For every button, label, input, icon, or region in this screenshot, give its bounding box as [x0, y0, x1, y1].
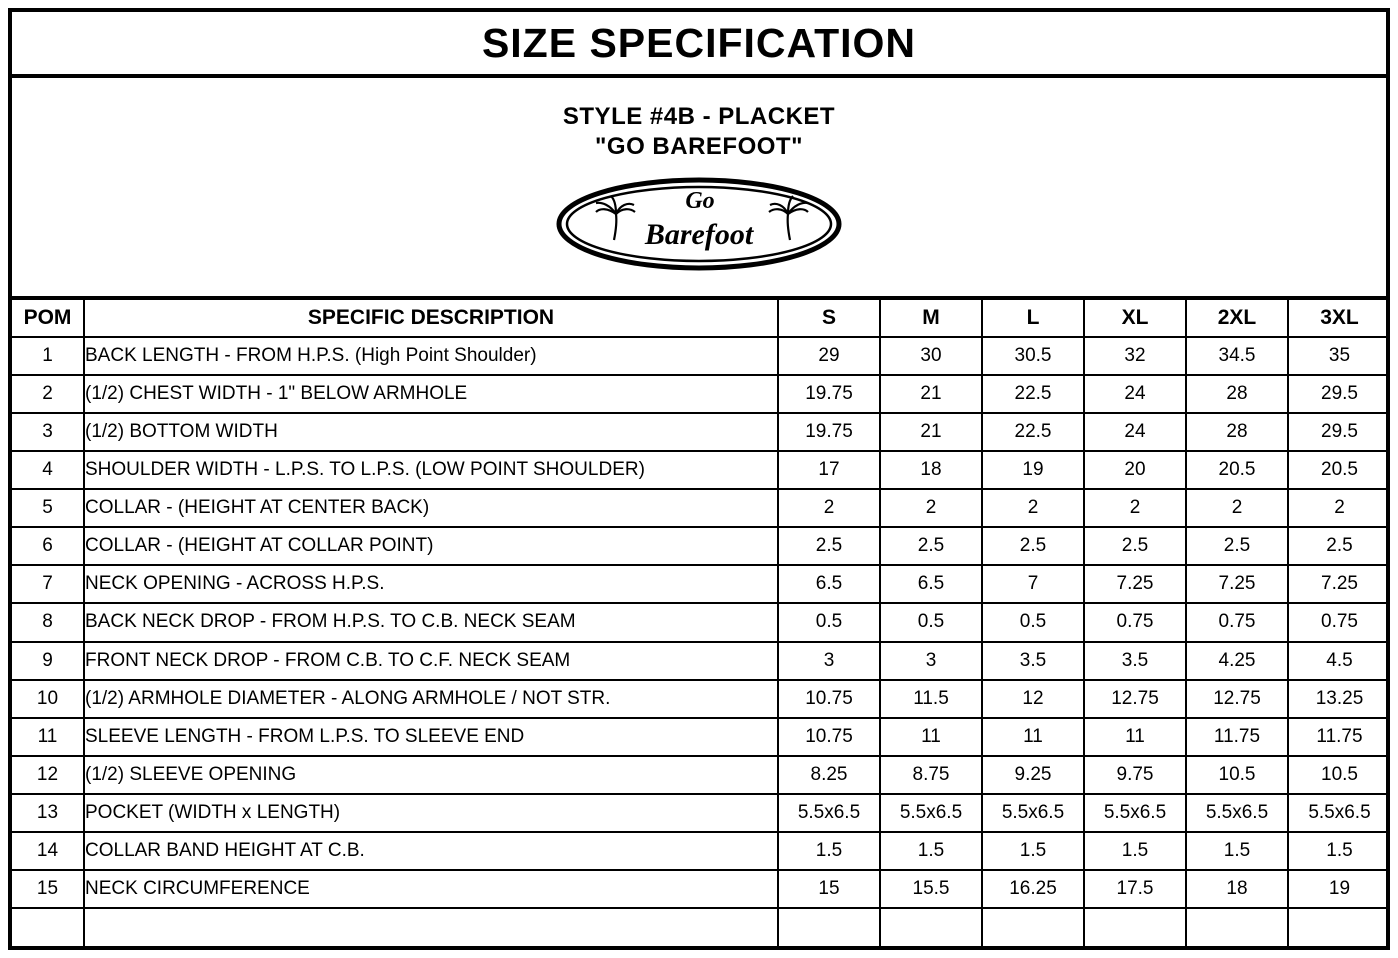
cell-measurement: 16.25 [982, 870, 1084, 908]
cell-measurement: 0.75 [1084, 603, 1186, 641]
cell-description: BACK NECK DROP - FROM H.P.S. TO C.B. NECK SEAM [84, 603, 778, 641]
cell-measurement: 15.5 [880, 870, 982, 908]
cell-measurement: 7.25 [1288, 565, 1390, 603]
cell-measurement: 0.75 [1186, 603, 1288, 641]
cell-measurement: 18 [880, 451, 982, 489]
cell-measurement: 12.75 [1084, 680, 1186, 718]
cell-pom: 10 [12, 680, 84, 718]
cell-measurement [778, 908, 880, 946]
cell-measurement: 7.25 [1084, 565, 1186, 603]
cell-measurement: 7.25 [1186, 565, 1288, 603]
cell-measurement: 9.75 [1084, 756, 1186, 794]
logo-text-main: Barefoot [644, 218, 754, 251]
cell-measurement: 2 [1084, 489, 1186, 527]
header-size-2xl: 2XL [1186, 300, 1288, 337]
cell-measurement: 1.5 [880, 832, 982, 870]
cell-measurement: 10.5 [1288, 756, 1390, 794]
cell-measurement [1084, 908, 1186, 946]
cell-measurement [880, 908, 982, 946]
cell-measurement: 1.5 [778, 832, 880, 870]
cell-measurement: 10.75 [778, 718, 880, 756]
cell-measurement: 6.5 [778, 565, 880, 603]
cell-measurement: 20.5 [1288, 451, 1390, 489]
cell-measurement: 29.5 [1288, 413, 1390, 451]
cell-measurement: 15 [778, 870, 880, 908]
table-row [12, 680, 1390, 718]
cell-measurement: 20.5 [1186, 451, 1288, 489]
table-header-row [12, 300, 1390, 337]
cell-measurement: 19.75 [778, 413, 880, 451]
cell-measurement: 29 [778, 337, 880, 375]
cell-measurement: 29.5 [1288, 375, 1390, 413]
cell-measurement: 0.5 [778, 603, 880, 641]
cell-measurement: 13.25 [1288, 680, 1390, 718]
cell-measurement: 11 [1084, 718, 1186, 756]
cell-measurement: 30.5 [982, 337, 1084, 375]
cell-description: (1/2) ARMHOLE DIAMETER - ALONG ARMHOLE / NOT STR. [84, 680, 778, 718]
cell-description: (1/2) BOTTOM WIDTH [84, 413, 778, 451]
cell-description: BACK LENGTH - FROM H.P.S. (High Point Shoulder) [84, 337, 778, 375]
cell-measurement: 19 [1288, 870, 1390, 908]
table-row [12, 489, 1390, 527]
table-row [12, 908, 1390, 946]
header-size-l: L [982, 300, 1084, 337]
cell-measurement: 2.5 [1288, 527, 1390, 565]
cell-measurement: 6.5 [880, 565, 982, 603]
cell-measurement: 24 [1084, 413, 1186, 451]
header-size-s: S [778, 300, 880, 337]
cell-measurement: 2.5 [982, 527, 1084, 565]
cell-description: NECK CIRCUMFERENCE [84, 870, 778, 908]
cell-measurement: 12 [982, 680, 1084, 718]
cell-measurement: 11.75 [1186, 718, 1288, 756]
cell-pom: 1 [12, 337, 84, 375]
table-row [12, 565, 1390, 603]
cell-measurement: 18 [1186, 870, 1288, 908]
table-row [12, 603, 1390, 641]
cell-measurement: 22.5 [982, 375, 1084, 413]
cell-measurement: 2 [1186, 489, 1288, 527]
cell-measurement: 0.5 [880, 603, 982, 641]
cell-measurement: 2 [1288, 489, 1390, 527]
document-frame [8, 8, 1390, 950]
cell-measurement: 2 [982, 489, 1084, 527]
cell-description: COLLAR BAND HEIGHT AT C.B. [84, 832, 778, 870]
cell-description: SLEEVE LENGTH - FROM L.P.S. TO SLEEVE END [84, 718, 778, 756]
table-body [12, 337, 1390, 946]
cell-description: (1/2) SLEEVE OPENING [84, 756, 778, 794]
cell-measurement [1186, 908, 1288, 946]
cell-measurement: 2.5 [880, 527, 982, 565]
table-row [12, 794, 1390, 832]
cell-measurement: 5.5x6.5 [880, 794, 982, 832]
cell-pom: 12 [12, 756, 84, 794]
cell-measurement: 28 [1186, 413, 1288, 451]
cell-measurement: 3.5 [1084, 642, 1186, 680]
cell-description: FRONT NECK DROP - FROM C.B. TO C.F. NECK SEAM [84, 642, 778, 680]
cell-pom: 11 [12, 718, 84, 756]
cell-description: NECK OPENING - ACROSS H.P.S. [84, 565, 778, 603]
cell-measurement: 5.5x6.5 [1186, 794, 1288, 832]
logo-text-top: Go [685, 188, 715, 214]
header-pom: POM [12, 300, 84, 337]
cell-description [84, 908, 778, 946]
header-block [12, 78, 1386, 300]
table-row [12, 413, 1390, 451]
table-row [12, 642, 1390, 680]
table-row [12, 756, 1390, 794]
table-row [12, 832, 1390, 870]
cell-measurement: 5.5x6.5 [982, 794, 1084, 832]
cell-measurement: 4.25 [1186, 642, 1288, 680]
cell-measurement: 5.5x6.5 [1084, 794, 1186, 832]
cell-measurement: 21 [880, 375, 982, 413]
cell-description: SHOULDER WIDTH - L.P.S. TO L.P.S. (LOW POINT SHOULDER) [84, 451, 778, 489]
cell-pom [12, 908, 84, 946]
cell-measurement: 19.75 [778, 375, 880, 413]
table-row [12, 451, 1390, 489]
go-barefoot-logo [554, 174, 844, 279]
cell-pom: 4 [12, 451, 84, 489]
cell-measurement: 12.75 [1186, 680, 1288, 718]
cell-measurement: 0.5 [982, 603, 1084, 641]
cell-measurement: 5.5x6.5 [1288, 794, 1390, 832]
cell-measurement: 10.75 [778, 680, 880, 718]
cell-description: POCKET (WIDTH x LENGTH) [84, 794, 778, 832]
header-size-3xl: 3XL [1288, 300, 1390, 337]
cell-pom: 15 [12, 870, 84, 908]
cell-measurement: 19 [982, 451, 1084, 489]
cell-measurement: 17 [778, 451, 880, 489]
cell-measurement: 11 [880, 718, 982, 756]
cell-measurement: 7 [982, 565, 1084, 603]
table-row [12, 375, 1390, 413]
cell-measurement [1288, 908, 1390, 946]
logo-graphic [554, 174, 844, 274]
cell-measurement: 24 [1084, 375, 1186, 413]
cell-description: (1/2) CHEST WIDTH - 1" BELOW ARMHOLE [84, 375, 778, 413]
cell-measurement: 5.5x6.5 [778, 794, 880, 832]
cell-pom: 14 [12, 832, 84, 870]
table-row [12, 718, 1390, 756]
cell-measurement [982, 908, 1084, 946]
cell-measurement: 21 [880, 413, 982, 451]
cell-measurement: 30 [880, 337, 982, 375]
cell-measurement: 32 [1084, 337, 1186, 375]
page-title: SIZE SPECIFICATION [481, 19, 917, 66]
cell-measurement: 1.5 [1084, 832, 1186, 870]
cell-description: COLLAR - (HEIGHT AT CENTER BACK) [84, 489, 778, 527]
cell-measurement: 0.75 [1288, 603, 1390, 641]
cell-measurement: 35 [1288, 337, 1390, 375]
cell-description: COLLAR - (HEIGHT AT COLLAR POINT) [84, 527, 778, 565]
cell-measurement: 17.5 [1084, 870, 1186, 908]
cell-pom: 3 [12, 413, 84, 451]
cell-measurement: 11.5 [880, 680, 982, 718]
cell-pom: 8 [12, 603, 84, 641]
table-row [12, 337, 1390, 375]
cell-measurement: 1.5 [1288, 832, 1390, 870]
cell-measurement: 9.25 [982, 756, 1084, 794]
cell-pom: 7 [12, 565, 84, 603]
cell-measurement: 22.5 [982, 413, 1084, 451]
cell-measurement: 2 [880, 489, 982, 527]
table-row [12, 870, 1390, 908]
cell-measurement: 4.5 [1288, 642, 1390, 680]
cell-measurement: 3 [778, 642, 880, 680]
cell-pom: 9 [12, 642, 84, 680]
cell-measurement: 2 [778, 489, 880, 527]
cell-measurement: 1.5 [982, 832, 1084, 870]
cell-measurement: 3.5 [982, 642, 1084, 680]
header-size-m: M [880, 300, 982, 337]
cell-measurement: 2.5 [1186, 527, 1288, 565]
cell-pom: 6 [12, 527, 84, 565]
cell-pom: 2 [12, 375, 84, 413]
spec-table [12, 300, 1390, 946]
table-row [12, 527, 1390, 565]
cell-measurement: 2.5 [778, 527, 880, 565]
cell-measurement: 3 [880, 642, 982, 680]
cell-measurement: 1.5 [1186, 832, 1288, 870]
style-label: STYLE #4B - PLACKET [562, 103, 836, 130]
cell-measurement: 28 [1186, 375, 1288, 413]
cell-measurement: 2.5 [1084, 527, 1186, 565]
title-band [12, 12, 1386, 78]
cell-pom: 5 [12, 489, 84, 527]
brand-label: "GO BAREFOOT" [595, 133, 803, 160]
cell-measurement: 11.75 [1288, 718, 1390, 756]
cell-pom: 13 [12, 794, 84, 832]
cell-measurement: 10.5 [1186, 756, 1288, 794]
cell-measurement: 8.75 [880, 756, 982, 794]
cell-measurement: 11 [982, 718, 1084, 756]
cell-measurement: 8.25 [778, 756, 880, 794]
header-desc: SPECIFIC DESCRIPTION [84, 300, 778, 337]
cell-measurement: 20 [1084, 451, 1186, 489]
header-size-xl: XL [1084, 300, 1186, 337]
cell-measurement: 34.5 [1186, 337, 1288, 375]
